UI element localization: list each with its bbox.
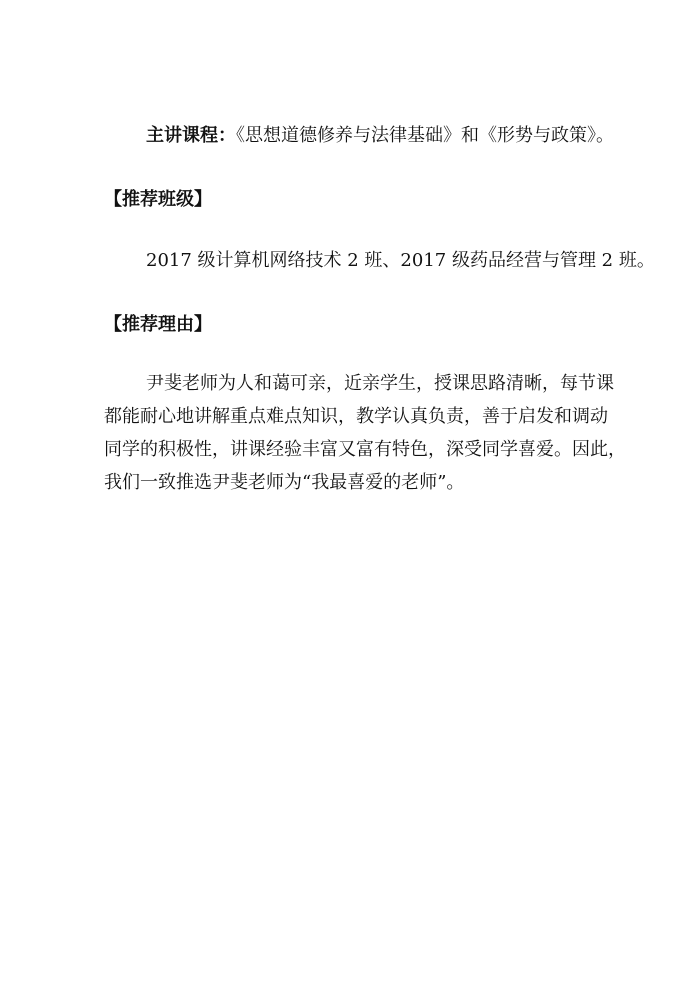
reason-paragraph-line: 我们一致推选尹斐老师为“我最喜爱的老师”。	[104, 472, 465, 493]
reason-paragraph-line: 尹斐老师为人和蔼可亲，近亲学生，授课思路清晰，每节课	[146, 373, 614, 394]
recommended-class-text: 2017 级计算机网络技术 2 班、2017 级药品经营与管理 2 班。	[146, 250, 655, 271]
recommended-class-heading: 【推荐班级】	[104, 189, 212, 210]
course-label: 主讲课程：	[146, 125, 236, 146]
course-value: 《思想道德修养与法律基础》和《形势与政策》。	[236, 125, 614, 146]
reason-paragraph-line: 同学的积极性，讲课经验丰富又富有特色，深受同学喜爱。因此，	[104, 439, 626, 460]
recommendation-reason-heading: 【推荐理由】	[104, 314, 212, 335]
course-line	[146, 124, 614, 148]
reason-paragraph-line: 都能耐心地讲解重点难点知识，教学认真负责，善于启发和调动	[104, 406, 608, 427]
